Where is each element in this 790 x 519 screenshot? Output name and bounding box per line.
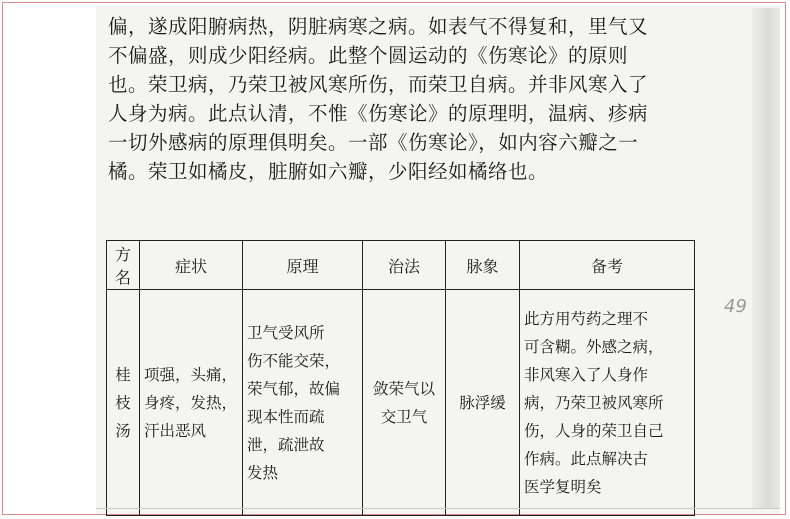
text-line: 人身为病。此点认清，不惟《伤寒论》的原理明，温病、疹病 — [108, 102, 649, 125]
page-number: 49 — [724, 296, 747, 317]
page-bottom-edge — [96, 508, 780, 509]
header-principle: 原理 — [243, 241, 363, 290]
table-row — [107, 290, 695, 516]
header-notes: 备考 — [520, 241, 695, 290]
cell-symptoms: 项强，头痛， 身疼，发热， 汗出恶风 — [140, 290, 243, 516]
table-header-row — [107, 241, 695, 290]
header-formula-name: 方名 — [107, 241, 140, 290]
header-symptoms: 症状 — [140, 241, 243, 290]
cell-treatment: 敛荣气以 交卫气 — [363, 290, 446, 516]
cell-principle: 卫气受风所 伤不能交荣， 荣气郁，故偏 现本性而疏 泄，疏泄故 发热 — [243, 290, 363, 516]
text-line: 一切外感病的原理俱明矣。一部《伤寒论》，如内容六瓣之一 — [108, 131, 639, 154]
formula-table — [106, 240, 695, 516]
cell-formula-name: 桂 枝 汤 — [107, 290, 140, 516]
body-paragraph — [108, 12, 698, 186]
cell-pulse: 脉浮缓 — [446, 290, 520, 516]
cell-notes: 此方用芍药之理不 可含糊。外感之病， 非风寒入了人身作 病，乃荣卫被风寒所 伤，人身的荣卫自己 作病。此点解决古 医学复明矣 — [520, 290, 695, 516]
header-pulse: 脉象 — [446, 241, 520, 290]
text-line: 橘。荣卫如橘皮，脏腑如六瓣，少阳经如橘络也。 — [108, 160, 549, 183]
text-line: 也。荣卫病，乃荣卫被风寒所伤，而荣卫自病。并非风寒入了 — [108, 73, 649, 96]
header-treatment: 治法 — [363, 241, 446, 290]
text-line: 不偏盛，则成少阳经病。此整个圆运动的《伤寒论》的原则 — [108, 44, 629, 67]
text-line: 偏，遂成阳腑病热，阴脏病寒之病。如表气不得复和，里气又 — [108, 15, 649, 38]
book-spine-shadow — [752, 8, 780, 508]
